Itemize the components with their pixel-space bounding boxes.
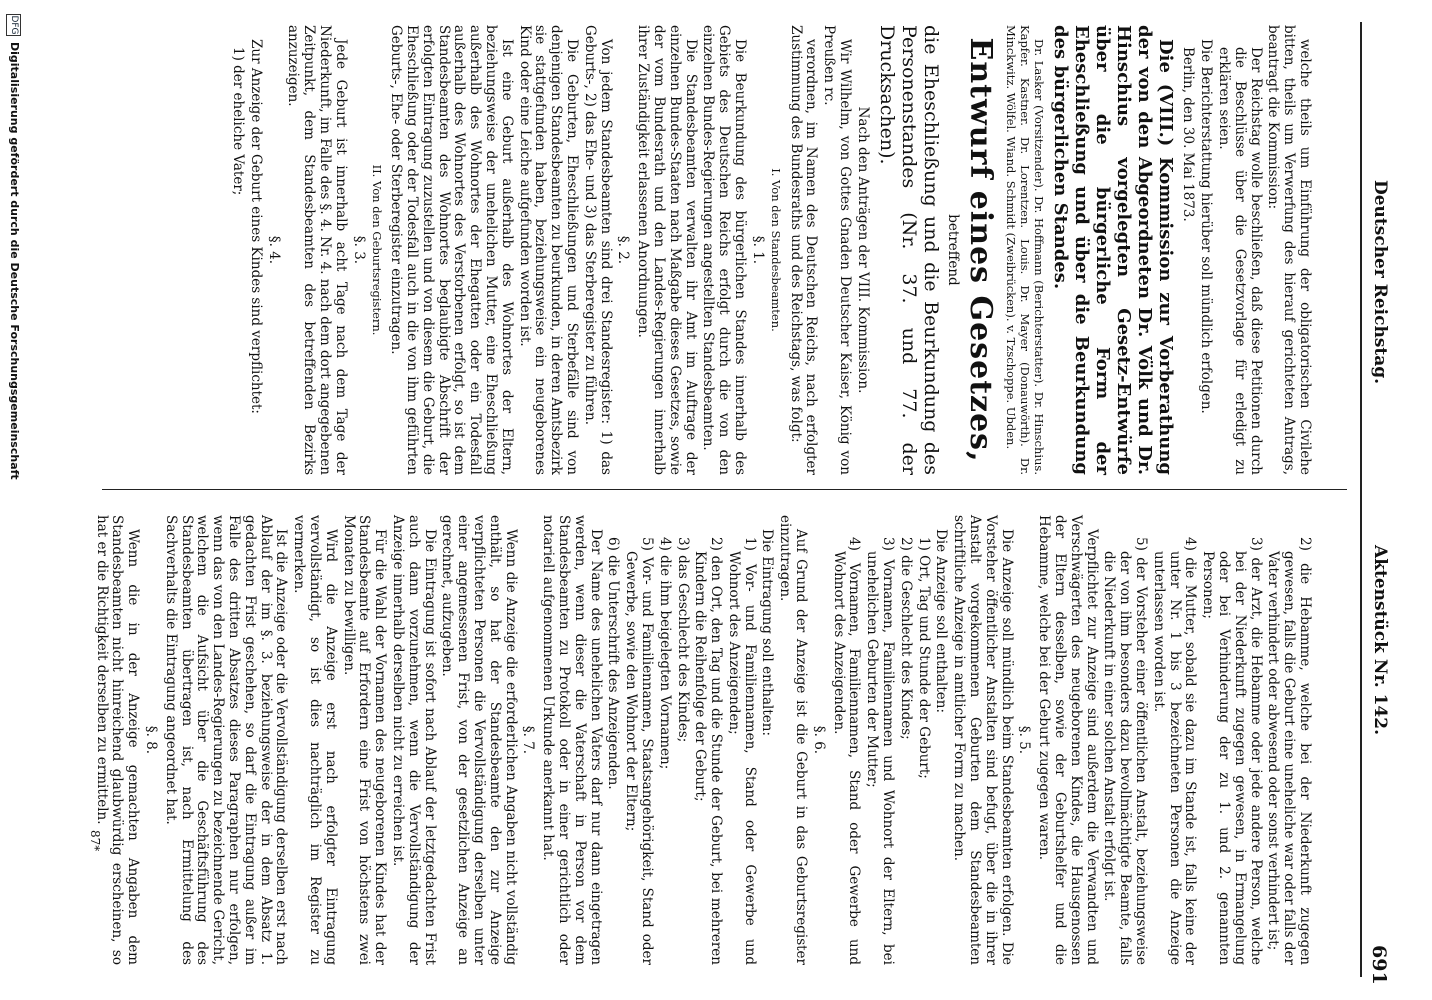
list-item: 5) Vor- und Familiennamen, Staatsangehörigkeit, Stand oder Gewerbe, sowie den Wohnort der Eltern; xyxy=(623,537,655,965)
digitization-note: Digitalisierung gefördert durch die Deutsche Forschungsgemeinschaft xyxy=(8,42,21,480)
paragraph-text: Für die Wahl der Vornamen des neugeborenen Kindes hat der Standesbeamte auf Erfordern eine Frist von höchstens zwei Monaten zu bewilligen. xyxy=(340,515,389,965)
section-heading-1: I. Von den Standesbeamten. xyxy=(768,168,783,332)
draft-title: Entwurf eines Gesetzes, xyxy=(962,37,998,463)
list-item: 2) die Hebamme, welche bei der Niederkunft zugegen gewesen, falls die Geburt eine uneheliche war oder falls der Vater verhindert oder abwesend oder sonst verhindert ist; xyxy=(1265,537,1313,965)
paragraph-text: Wenn die in der Anzeige gemachten Angaben dem Standesbeamten nicht hinreichend glaubwürdig erscheinen, so hat er die Richtigkeit derselben zu ermitteln. xyxy=(93,515,142,965)
list-item: 3) das Geschlecht des Kindes; xyxy=(674,537,691,743)
dfg-logo: DFG xyxy=(6,14,21,36)
motion-source: Nach den Anträgen der VIII. Kommission. xyxy=(854,106,871,394)
paragraph-text: Die Eintragung ist sofort nach Ablauf der letztgedachten Frist auch dann vorzunehmen, wenn die Vervollständigung der Anzeige innerhalb derselben nicht zu erreichen ist. xyxy=(389,515,438,965)
column-divider xyxy=(102,489,1347,490)
paragraph-text: Jede Geburt ist innerhalb acht Tage nach dem Tage der Niederkunft, im Falle des §. 4. Nr. 4. nach dem dort angegebenen Zeitpunkt, dem Standesbeamten des betreffenden Bezirks anzuzeigen. xyxy=(285,25,349,475)
paragraph-title-6: §. 6. xyxy=(810,725,827,755)
list-intro: Die Anzeige soll enthalten: xyxy=(933,529,950,714)
paragraph-text: Die Standesbeamten verwalten ihr Amt im Auftrage der einzelnen Bundes-Staaten nach Maßgabe dieses Gesetzes, sowie der vom Bundesrath und den Landes-Regierungen innerhalb ihrer Zuständigkeit erlassenen Anordnungen. xyxy=(635,25,699,475)
paragraph-text: Von jedem Standesbeamten sind drei Standesregister: 1) das Geburts-, 2) das Ehe- und 3) das Sterberegister zu führen. xyxy=(581,25,614,475)
intro-text: welche theils um Einführung der obligatorischen Civilehe bitten, theils um Verwerfung des hierauf gerichteten Antrags, beantragt die Kommission: xyxy=(1265,25,1313,475)
list-item: 4) die ihm beigelegten Vornamen; xyxy=(656,537,673,770)
running-header-left: Deutscher Reichstag. xyxy=(1370,180,1390,385)
paragraph-title-2: §. 2. xyxy=(615,235,632,265)
paragraph-title-1: §. 1. xyxy=(749,235,766,265)
list-item: 1) Vor- und Familiennamen, Stand oder Gewerbe und Wohnort des Anzeigenden; xyxy=(725,537,758,965)
list-item: 1) Ort, Tag und Stunde der Geburt; xyxy=(915,537,932,779)
paragraph-text: Zur Anzeige der Geburt eines Kindes sind verpflichtet: xyxy=(247,39,264,414)
list-item: 5) der Vorsteher einer öffentlichen Anstalt, beziehungsweise der von ihm besonders dazu bevollmächtigte Beamte, falls die Niederkunft in einer solchen Anstalt erfolgt ist. xyxy=(1101,537,1150,965)
paragraph-text: Der Name des unehelichen Vaters darf nur dann eingetragen werden, wenn dieser die Vaterschaft in Person vor dem Standesbeamten zu Protokoll oder in einer gerichtlich oder notariell aufgenommenen Urkunde anerkannt hat. xyxy=(540,515,604,965)
commission-title: Die (VIII.) Kommission zur Vorberathung der von den Abgeordneten Dr. Völk und Dr. Hinschius vorgelegten Gesetz-Entwürfe über die bürgerliche Form der Eheschließung und über die Beurkundung des bürgerlichen Standes. xyxy=(1049,25,1176,475)
paragraph-text: Ist eine Geburt außerhalb des Wohnortes der Eltern, beziehungsweise der unehelichen Mutter, eine Eheschließung außerhalb des Wohnortes der Ehegatten oder ein Todesfall außerhalb des Wohnortes des Verstorbenen erfolgt, so ist dem Standesbeamten des Wohnortes beglaubigte Abschrift der erfolgten Eintragung zuzustellen und von diesem die Geburt, die Eheschließung oder der Todesfall auch in die von ihm geführten Geburts-, Ehe- oder Sterberegister einzutragen. xyxy=(388,25,515,475)
list-item: 1) der eheliche Vater; xyxy=(229,47,246,196)
page-marker: 87* xyxy=(88,830,102,852)
list-item: 4) Vornamen, Familiennamen, Stand oder Gewerbe und Wohnort des Anzeigenden. xyxy=(830,537,863,965)
paragraph-text: Die Beurkundung des bürgerlichen Standes innerhalb des Gebiets des Deutschen Reichs erfolgt durch die von den einzelnen Bundes-Regierungen angestellten Standesbeamten. xyxy=(700,25,749,475)
paragraph-title-7: §. 7. xyxy=(520,725,537,755)
page-number: 691 xyxy=(1368,945,1390,985)
paragraph-text: Auf Grund der Anzeige ist die Geburt in das Geburtsregister einzutragen. xyxy=(777,515,810,965)
oral-report: Die Berichterstattung hierüber soll mündlich erfolgen. xyxy=(1198,39,1215,414)
law-subject: die Eheschließung und die Beurkundung des Personenstandes (Nr. 37. und 77. der Drucksachen). xyxy=(875,25,942,475)
paragraph-title-4: §. 4. xyxy=(265,235,282,265)
running-header-center: Aktenstück Nr. 142. xyxy=(1370,545,1390,736)
header-rule xyxy=(1360,22,1362,977)
left-column xyxy=(162,25,1312,475)
paragraph-text: Wird die Anzeige erst nach erfolgter Eintragung vervollständigt, so ist dies nachträglich im Register zu vermerken. xyxy=(291,515,339,965)
paragraph-text: Ist die Anzeige oder die Vervollständigung derselben erst nach Ablauf der im §. 3. beziehungsweise der in dem Absatz 1. gedachten Frist geschehen, so darf die Eintragung außer im Falle des dritten Absatzes dieses Paragraphen nur erfolgen, wenn das von den Landes-Regierungen zu bezeichnende Gericht, welchem die Aufsicht über die Geschäftsführung des Standesbeamten übertragen ist, nach Ermittelung des Sachverhalts die Eintragung angeordnet hat. xyxy=(162,515,290,965)
preamble-cont: verordnen, im Namen des Deutschen Reichs, nach erfolgter Zustimmung des Bundesraths und des Reichstags, was folgt: xyxy=(787,25,820,475)
list-intro: Die Eintragung soll enthalten: xyxy=(759,529,776,736)
list-item: 3) Vornamen, Familiennamen und Wohnort der Eltern, bei unehelichen Geburten der Mutter; xyxy=(864,537,897,965)
paragraph-title-3: §. 3. xyxy=(350,235,367,265)
list-item: 6) die Unterschrift des Anzeigenden. xyxy=(605,537,622,790)
date-line: Berlin, den 30. Mai 1873. xyxy=(1180,47,1197,222)
paragraph-title-8: §. 8. xyxy=(143,725,160,755)
concerning-label: betreffend xyxy=(944,214,961,286)
paragraph-text: Verpflichtet zur Anzeige sind außerdem die Verwandten und Verschwägerten des neugeborenen Kindes, die Hausgenossen der Eltern desselben, sowie der Geburtshelfer und die Hebamme, welche bei der Geburt zugegen waren. xyxy=(1036,515,1100,965)
paragraph-text: Die Geburten, Eheschließungen und Sterbefälle sind von denjenigen Standesbeamten zu beurkunden, in deren Amtsbezirk sie stattgefunden haben, beziehungsweise ein neugeborenes Kind oder eine Leiche aufgefunden worden ist. xyxy=(516,25,581,475)
paragraph-text: Wenn die Anzeige die erforderlichen Angaben nicht vollständig enthält, so hat der Standesbeamte den zur Anzeige verpflichteten Personen die Vervollständigung derselben unter einer angemessenen Frist, von der gesetzlichen Anzeige an gerechnet, aufzugeben. xyxy=(439,515,519,965)
paragraph-title-5: §. 5. xyxy=(1016,725,1033,755)
list-item: 2) den Ort, den Tag und die Stunde der Geburt, bei mehreren Kindern die Reihenfolge der Geburt; xyxy=(692,537,725,965)
commission-members: Dr. Lasker (Vorsitzender). Dr. Hoffmann (Berichterstatter). Dr. Hinschius. Kapfer. Kastner. Dr. Lorentzen. Louis. Dr. Mayer (Donauwörth). Dr. Minckwitz. Wölfel. Wiand. Schmidt (Zweibrücken). v. Tzschoppe. Ubden. xyxy=(1003,25,1046,475)
list-item: 3) der Arzt, die Hebamme oder jede andere Person, welche bei der Niederkunft zugegen gewesen, in Ermangelung oder bei Verhinderung der zu 1. und 2. genannten Personen; xyxy=(1200,537,1264,965)
section-heading-2: II. Von den Geburtsregistern. xyxy=(369,164,384,336)
list-item: 2) die Geschlecht des Kindes; xyxy=(897,537,914,740)
paragraph-text: Die Anzeige soll mündlich beim Standesbeamten erfolgen. Die Vorsteher öffentlicher Anstalten sind befugt, über die in ihrer Anstalt vorgekommenen Geburten dem Standesbeamten schriftliche Anzeige in amtlicher Form zu machen. xyxy=(951,515,1015,965)
motion-text: Der Reichstag wolle beschließen, daß diese Petitionen durch die Beschlüsse über die Gesetzvorlage für erledigt zu erklären seien. xyxy=(1216,47,1264,475)
digitization-footer xyxy=(0,0,24,1000)
list-item: 4) die Mutter, sobald sie dazu im Stande ist, falls keine der unter Nr. 1 bis 3 bezeichneten Personen die Anzeige unterlassen worden ist. xyxy=(1150,537,1199,965)
preamble: Wir Wilhelm, von Gottes Gnaden Deutscher Kaiser, König von Preußen rc. xyxy=(821,25,854,475)
